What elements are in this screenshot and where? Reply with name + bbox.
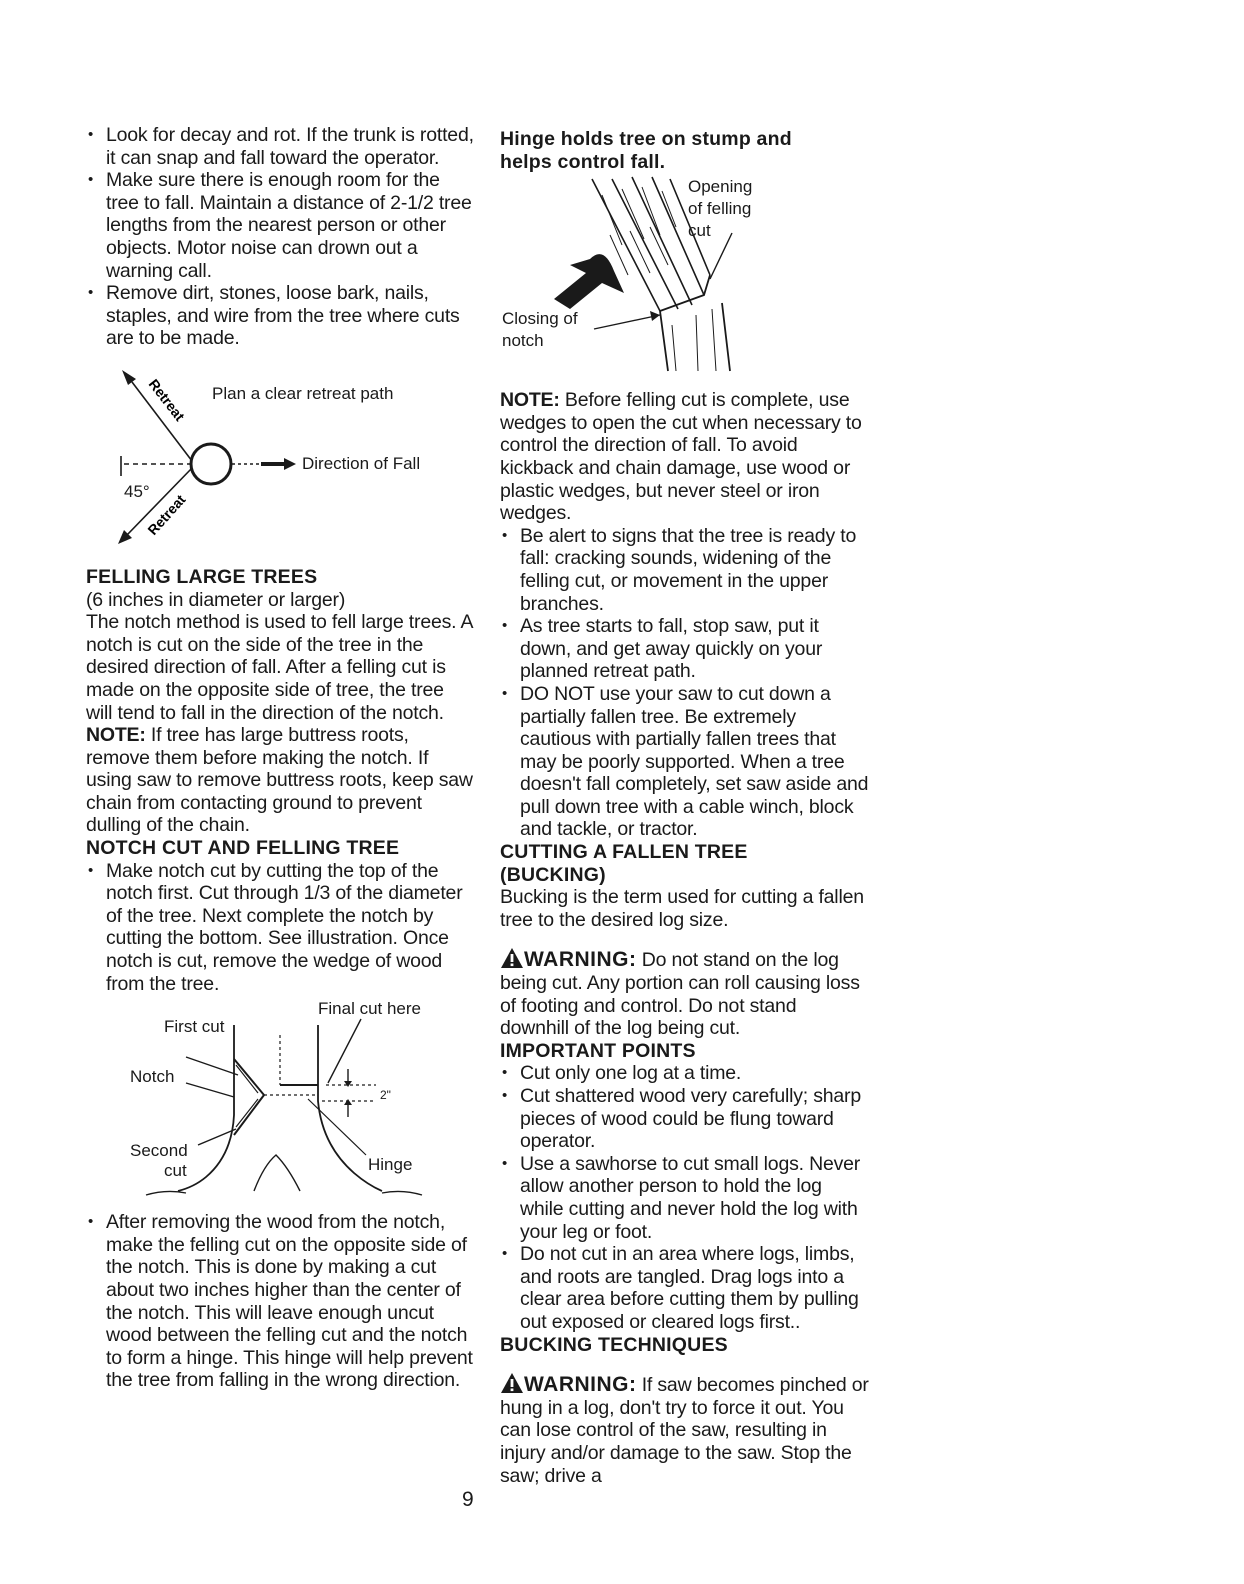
bucking-paragraph: Bucking is the term used for cutting a fallen tree to the desired log size.	[500, 886, 864, 931]
retreat-path-figure	[86, 364, 474, 554]
hinge-label: Hinge	[368, 1155, 413, 1175]
warning-text: If saw becomes pinched or hung in a log, don't try to force it out. You can lose control of the saw, resulting in injury and/or damage to the saw. Stop the saw; drive a	[500, 1374, 869, 1487]
warning-label: WARNING:	[524, 948, 637, 972]
falling-trunk-lines	[592, 177, 710, 311]
second-cut-label-line2: cut	[164, 1161, 187, 1181]
list-item: • Use a sawhorse to cut small logs. Never allow another person to hold the log while cutting and never hold the log with your leg or foot.	[500, 1153, 870, 1243]
after-notch-bullets	[86, 1211, 474, 1392]
retreat-word-lower: Retreat	[144, 491, 189, 538]
closing-label-line2: notch	[502, 331, 544, 351]
list-item: • Make notch cut by cutting the top of the notch first. Cut through 1/3 of the diameter of the tree. Next complete the notch by cutting the bottom. See illustration. Once notch is cut, remove the wedge of wood from the tree.	[86, 860, 474, 996]
notch-cut-figure	[86, 999, 474, 1205]
list-item: • As tree starts to fall, stop saw, put it down, and get away quickly on your planned retreat path.	[500, 615, 870, 683]
direction-label: Direction of Fall	[302, 453, 421, 473]
list-item: • Cut shattered wood very carefully; sharp pieces of wood could be flung toward operator.	[500, 1085, 870, 1153]
stump-texture	[672, 309, 716, 371]
arrowhead-upper	[122, 370, 136, 385]
falling-tree-diagram	[500, 175, 870, 389]
cutting-fallen-tree-heading: CUTTING A FALLEN TREE	[500, 841, 748, 864]
list-item: • Look for decay and rot. If the trunk is rotted, it can snap and fall toward the operator.	[86, 124, 474, 169]
note-label: NOTE:	[86, 724, 146, 747]
list-item: • Be alert to signs that the tree is ready to fall: cracking sounds, widening of the felling cut, or movement in the upper branches.	[500, 525, 870, 615]
final-cut-label: Final cut here	[318, 999, 421, 1019]
page-number: 9	[462, 1488, 474, 1511]
ground-left	[146, 1192, 186, 1196]
list-item: • After removing the wood from the notch, make the felling cut on the opposite side of the notch. This is done by making a cut about two inches higher than the center of the notch. This will leave enough uncut wood between the felling cut and the notch to form a hinge. This hinge will help prevent the tree from falling in the wrong direction.	[86, 1211, 474, 1392]
root-center	[254, 1155, 300, 1191]
right-column	[500, 124, 870, 1487]
warning-label: WARNING:	[524, 1373, 637, 1397]
tree-circle	[191, 444, 231, 484]
notch-pointer	[186, 1083, 234, 1097]
notch-inner-bottom	[236, 1099, 258, 1127]
list-item: • DO NOT use your saw to cut down a partially fallen tree. Be extremely cautious with partially fallen trees that may be poorly supported. When a tree doesn't fall completely, set saw aside and pull down tree with a cable winch, block and tackle, or tractor.	[500, 683, 870, 841]
wedge-note-paragraph	[500, 389, 870, 525]
stump	[660, 303, 730, 371]
dim-arrowhead-top	[344, 1081, 352, 1087]
list-item: • Do not cut in an area where logs, limbs, and roots are tangled. Drag logs into a clear area before cutting them by pulling out exposed or cleared logs first..	[500, 1243, 870, 1333]
opening-pointer	[710, 233, 732, 279]
opening-label-line2: of felling	[688, 199, 752, 219]
closing-label-line1: Closing of	[502, 309, 578, 329]
important-points-heading: IMPORTANT POINTS	[500, 1039, 696, 1062]
bucking-techniques-heading: BUCKING TECHNIQUES	[500, 1333, 728, 1356]
notch-diagram	[86, 1005, 474, 1205]
ground-right	[382, 1192, 422, 1196]
felling-paragraph: The notch method is used to fell large trees. A notch is cut on the side of the tree in the desired direction of fall. After a felling cut is made on the opposite side of tree, the tree will tend to fall in the direction of the notch.	[86, 611, 473, 724]
list-item: • Cut only one log at a time.	[500, 1062, 870, 1085]
opening-label-line1: Opening	[688, 177, 753, 197]
warning-paragraph-2	[500, 1372, 870, 1487]
hinge-pointer	[308, 1099, 366, 1155]
note-text: If tree has large buttress roots, remove them before making the notch. If using saw to remove buttress roots, keep saw chain from contacting ground to prevent dulling of the chain.	[86, 724, 473, 837]
tree-safety-bullets	[86, 124, 474, 350]
first-cut-label: First cut	[164, 1017, 225, 1037]
notch-label: Notch	[130, 1067, 175, 1087]
hinge-heading: Hinge holds tree on stump and helps control fall.	[500, 128, 792, 173]
note-label: NOTE:	[500, 389, 560, 412]
final-cut-pointer	[328, 1019, 361, 1083]
dim-arrowhead-bottom	[344, 1099, 352, 1105]
note-text: Before felling cut is complete, use wedges to open the cut when necessary to control the direction of fall. To avoid kickback and chain damage, use wood or plastic wedges, but never steel or iron wedges.	[500, 389, 862, 525]
warning-text: Do not stand on the log being cut. Any portion can roll causing loss of footing and control. Do not stand downhill of the log being cut.	[500, 949, 860, 1040]
dimension-label: 2"	[380, 1088, 391, 1103]
warning-triangle-icon	[500, 947, 524, 969]
list-item: • Remove dirt, stones, loose bark, nails, staples, and wire from the tree where cuts are to be made.	[86, 282, 474, 350]
angle-label: 45°	[124, 481, 150, 501]
falling-bullets	[500, 525, 870, 841]
left-column	[86, 124, 474, 1392]
second-cut-label-line1: Second	[130, 1141, 188, 1161]
closing-pointer	[594, 315, 660, 329]
plan-label: Plan a clear retreat path	[212, 383, 394, 403]
list-item: • Make sure there is enough room for the tree to fall. Maintain a distance of 2-1/2 tree lengths from the nearest person or other objects. Motor noise can drown out a warning call.	[86, 169, 474, 282]
notch-cut-heading: NOTCH CUT AND FELLING TREE	[86, 837, 400, 860]
hinge-figure	[500, 175, 870, 389]
bucking-subheading: (BUCKING)	[500, 863, 606, 886]
important-points-bullets	[500, 1062, 870, 1333]
felling-subheading: (6 inches in diameter or larger)	[86, 588, 346, 611]
closing-arrowhead	[650, 311, 660, 321]
fall-arrowhead	[284, 458, 296, 470]
fall-arrow-icon	[554, 254, 624, 309]
opening-label-line3: cut	[688, 221, 711, 241]
notch-inner-top	[236, 1065, 258, 1093]
felling-large-trees-heading: FELLING LARGE TREES	[86, 565, 318, 588]
retreat-word-upper: Retreat	[145, 375, 188, 424]
warning-triangle-icon	[500, 1372, 524, 1394]
warning-paragraph-1	[500, 947, 870, 1039]
note-paragraph	[86, 724, 474, 837]
notch-bullets	[86, 860, 474, 996]
first-cut-pointer	[186, 1057, 238, 1075]
